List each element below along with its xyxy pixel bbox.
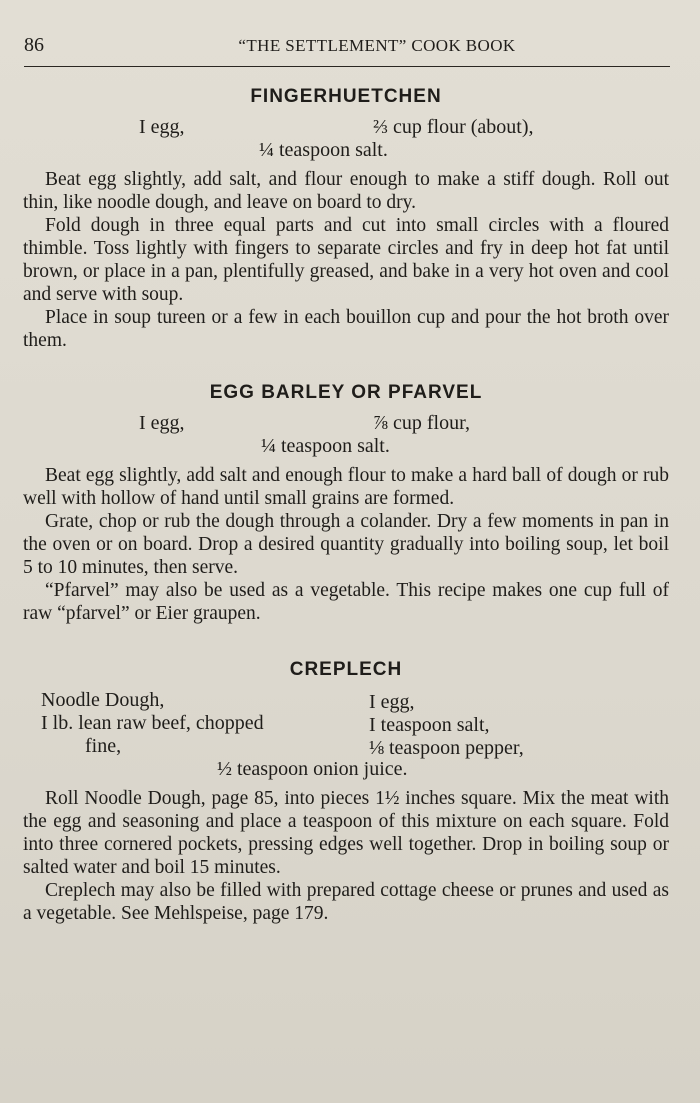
ingredient-grid [23,689,669,781]
ingredient: fine, [85,735,122,757]
ingredient: Noodle Dough, [41,689,165,711]
paragraph: “Pfarvel” may also be used as a vegetable. This recipe makes one cup full of raw “pfarvel” or Eier graupen. [23,580,669,624]
ingredient: ¼ teaspoon salt. [261,435,390,457]
ingredient-row [23,139,669,162]
paragraph: Roll Noodle Dough, page 85, into pieces 1½ inches square. Mix the meat with the egg and seasoning and place a teaspoon of this mixture on each square. Fold into three cornered pockets, pressing edges well together. Drop in boiling soup or salted water and boil 15 minutes. [23,788,669,878]
recipe-creplech [23,659,669,925]
page-number: 86 [24,34,44,56]
recipe-fingerhuetchen [23,86,669,352]
ingredient: ½ teaspoon onion juice. [217,758,408,780]
ingredient: ⅞ cup flour, [373,412,470,434]
ingredient: ⅔ cup flour (about), [373,116,534,138]
paragraph: Creplech may also be filled with prepared cottage cheese or prunes and used as a vegetable. See Mehlspeise, page 179. [23,880,669,924]
ingredient-row [23,435,669,458]
ingredient: I egg, [139,412,185,434]
paragraph: Fold dough in three equal parts and cut into small circles with a floured thimble. Toss lightly with fingers to separate circles and fry in deep hot fat until brown, or place in a pan, plentifully greased, and bake in a very hot oven and cool and serve with soup. [23,215,669,305]
ingredient: I lb. lean raw beef, chopped [41,712,264,734]
ingredient-row [23,412,669,435]
header-rule [24,66,670,67]
recipe-title: CREPLECH [289,659,403,680]
ingredient: I teaspoon salt, [369,714,490,736]
paragraph: Grate, chop or rub the dough through a colander. Dry a few moments in pan in the oven or on board. Drop a desired quantity gradually into boiling soup, let boil 5 to 10 minutes, then serve. [23,511,669,578]
ingredient: I egg, [139,116,185,138]
ingredient: ¼ teaspoon salt. [259,139,388,161]
paragraph: Beat egg slightly, add salt, and flour enough to make a stiff dough. Roll out thin, like noodle dough, and leave on board to dry. [23,169,669,213]
paragraph: Place in soup tureen or a few in each bouillon cup and pour the hot broth over them. [23,307,669,351]
ingredient: ⅛ teaspoon pepper, [369,737,524,759]
recipe-egg-barley [23,382,669,625]
recipe-title: FINGERHUETCHEN [250,86,442,107]
ingredient: I egg, [369,691,415,713]
running-title: “THE SETTLEMENT” COOK BOOK [238,36,516,55]
page-content [23,86,669,925]
page-header [24,34,670,60]
paragraph: Beat egg slightly, add salt and enough flour to make a hard ball of dough or rub well with hollow of hand until small grains are formed. [23,465,669,509]
ingredient-row [23,116,669,139]
recipe-title: EGG BARLEY OR PFARVEL [209,382,483,403]
